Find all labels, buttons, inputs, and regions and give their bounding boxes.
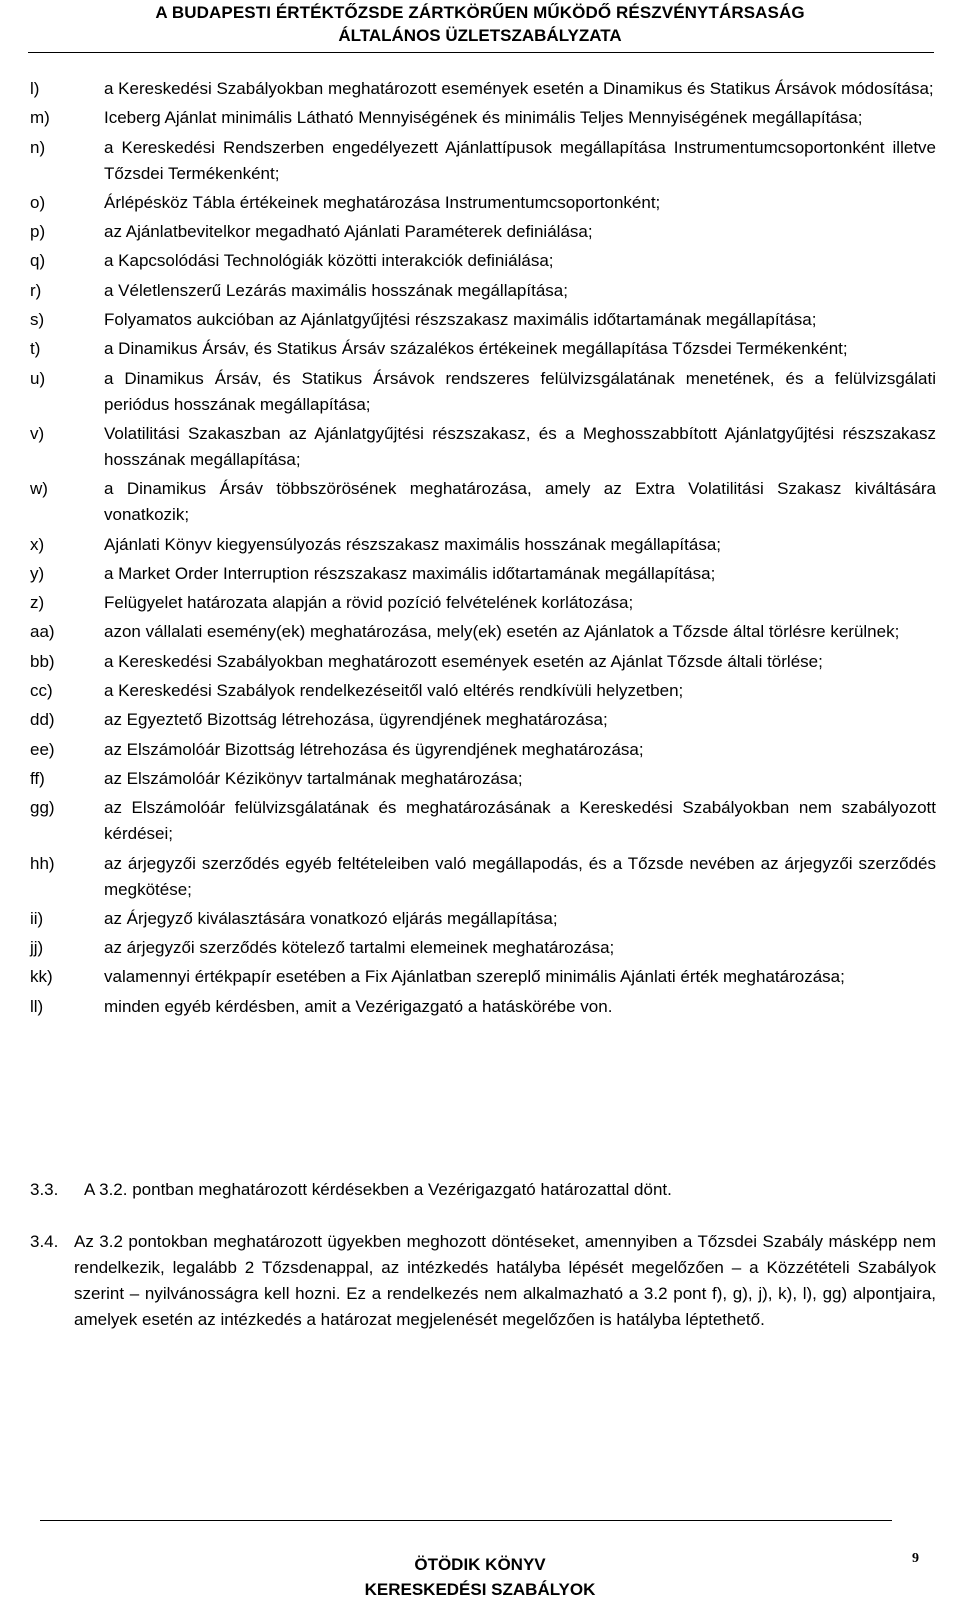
list-item	[30, 219, 936, 245]
list-item	[30, 649, 936, 675]
list-item	[30, 590, 936, 616]
list-item-text: valamennyi értékpapír esetében a Fix Ajánlatban szereplő minimális Ajánlati érték meghatározása;	[104, 967, 845, 987]
list-item-label: v)	[30, 423, 45, 443]
list-item	[30, 994, 936, 1020]
list-item	[30, 307, 936, 333]
list-item	[30, 476, 936, 528]
list-item	[30, 336, 936, 362]
list-item	[30, 76, 936, 102]
list-item	[30, 248, 936, 274]
list-item-label: bb)	[30, 651, 55, 671]
list-item-label: hh)	[30, 853, 55, 873]
list-item-text: minden egyéb kérdésben, amit a Vezérigazgató a hatáskörébe von.	[104, 996, 613, 1016]
list-item-label: t)	[30, 339, 41, 359]
footer-book-title: ÖTÖDIK KÖNYV	[414, 1555, 546, 1574]
list-item-text: Volatilitási Szakaszban az Ajánlatgyűjtési részszakasz, és a Meghosszabbított Ajánlatgyűjtési részszakasz hosszának megállapítása;	[104, 423, 936, 469]
list-item-text: az Egyeztető Bizottság létrehozása, ügyrendjének meghatározása;	[104, 710, 608, 730]
list-item-text: az Árjegyző kiválasztására vonatkozó eljárás megállapítása;	[104, 908, 558, 928]
list-item-text: az Elszámolóár Bizottság létrehozása és ügyrendjének meghatározása;	[104, 739, 644, 759]
footer-section-title: KERESKEDÉSI SZABÁLYOK	[364, 1580, 596, 1599]
list-item-text: a Véletlenszerű Lezárás maximális hosszának megállapítása;	[104, 280, 568, 300]
list-item	[30, 707, 936, 733]
list-item	[30, 190, 936, 216]
list-item	[30, 532, 936, 558]
header-title-line1: A BUDAPESTI ÉRTÉKTŐZSDE ZÁRTKÖRŰEN MŰKÖDŐ RÉSZVÉNYTÁRSASÁG	[155, 3, 805, 22]
list-item-label: cc)	[30, 681, 53, 701]
list-item-label: u)	[30, 368, 46, 388]
list-item-text: az árjegyzői szerződés kötelező tartalmi elemeinek meghatározása;	[104, 938, 615, 958]
list-item-label: ee)	[30, 739, 55, 759]
list-item-text: az Elszámolóár felülvizsgálatának és meghatározásának a Kereskedési Szabályokban nem szabályozott kérdései;	[104, 798, 936, 844]
list-item-label: kk)	[30, 967, 53, 987]
list-item-label: y)	[30, 563, 45, 583]
list-item-text: a Dinamikus Ársáv, és Statikus Ársávok rendszeres felülvizsgálatának menetének, és a felülvizsgálati periódus hosszának megállapítása;	[104, 368, 936, 414]
list-item	[30, 737, 936, 763]
list-item	[30, 795, 936, 847]
list-item	[30, 278, 936, 304]
list-item-text: azon vállalati esemény(ek) meghatározása, mely(ek) esetén az Ajánlatok a Tőzsde által törlésre kerülnek;	[104, 622, 900, 642]
paragraph-3-4	[30, 1229, 936, 1333]
list-item-text: az Ajánlatbevitelkor megadható Ajánlati Paraméterek definiálása;	[104, 222, 593, 242]
list-item-label: jj)	[30, 938, 44, 958]
list-item	[30, 851, 936, 903]
paragraph-number: 3.4.	[30, 1232, 59, 1251]
list-item-text: a Dinamikus Ársáv, és Statikus Ársáv százalékos értékeinek megállapítása Tőzsdei Termékenként;	[104, 339, 848, 359]
list-item	[30, 421, 936, 473]
list-item	[30, 561, 936, 587]
list-item-text: a Kereskedési Rendszerben engedélyezett Ajánlattípusok megállapítása Instrumentumcsoportonként illetve Tőzsdei Termékenként;	[104, 137, 936, 183]
paragraph-text: Az 3.2 pontokban meghatározott ügyekben meghozott döntéseket, amennyiben a Tőzsdei Szabály másképp nem rendelkezik, legalább 2 Tőzsdenappal, az intézkedés hatályba lépését megelőzően – a Közzétételi Szabályok szerint – nyilvánosságra kell hozni. Ez a rendelkezés nem alkalmazható a 3.2 pont f), g), j), k), l), gg) alpontjaira, amelyek esetén az intézkedés a határozat megjelenését megelőzően is hatályba léptethető.	[74, 1232, 936, 1329]
list-item-label: l)	[30, 79, 40, 98]
paragraph-number: 3.3.	[30, 1180, 59, 1199]
list-item	[30, 906, 936, 932]
list-item-text: az árjegyzői szerződés egyéb feltételeiben való megállapodás, és a Tőzsde nevében az árjegyzői szerződés megkötése;	[104, 853, 936, 899]
list-item	[30, 366, 936, 418]
paragraph-text: A 3.2. pontban meghatározott kérdésekben a Vezérigazgató határozattal dönt.	[84, 1180, 672, 1199]
list-item-label: z)	[30, 593, 45, 613]
list-item	[30, 619, 936, 645]
list-item-label: o)	[30, 192, 46, 212]
list-item-label: w)	[30, 479, 48, 499]
list-item	[30, 935, 936, 961]
list-item-label: dd)	[30, 710, 55, 730]
list-item-label: ii)	[30, 908, 44, 928]
list-item-text: Ajánlati Könyv kiegyensúlyozás részszakasz maximális hosszának megállapítása;	[104, 534, 722, 554]
list-item-label: m)	[30, 108, 50, 128]
list-item-label: s)	[30, 310, 45, 330]
provision-list	[30, 76, 936, 1023]
page-number: 9	[912, 1551, 919, 1566]
footer-divider	[40, 1520, 892, 1521]
list-item-label: n)	[30, 137, 46, 157]
list-item-text: a Market Order Interruption részszakasz maximális időtartamának megállapítása;	[104, 563, 716, 583]
header-title-line2: ÁLTALÁNOS ÜZLETSZABÁLYZATA	[338, 26, 622, 45]
list-item-text: Folyamatos aukcióban az Ajánlatgyűjtési részszakasz maximális időtartamának megállapítása;	[104, 310, 817, 330]
list-item	[30, 135, 936, 187]
list-item-label: x)	[30, 534, 45, 554]
list-item	[30, 678, 936, 704]
header-divider	[28, 52, 934, 53]
list-item-text: a Kereskedési Szabályokban meghatározott események esetén az Ajánlat Tőzsde általi törlése;	[104, 651, 823, 671]
list-item-label: ll)	[30, 996, 44, 1016]
list-item-text: Árlépésköz Tábla értékeinek meghatározása Instrumentumcsoportonként;	[104, 192, 661, 212]
list-item-label: q)	[30, 251, 46, 271]
list-item-text: a Kapcsolódási Technológiák közötti interakciók definiálása;	[104, 251, 554, 271]
list-item	[30, 766, 936, 792]
list-item-label: r)	[30, 280, 42, 300]
list-item-label: ff)	[30, 768, 45, 788]
list-item-label: p)	[30, 222, 46, 242]
list-item-text: Felügyelet határozata alapján a rövid pozíció felvételének korlátozása;	[104, 593, 634, 613]
list-item-text: a Dinamikus Ársáv többszörösének meghatározása, amely az Extra Volatilitási Szakasz kiváltására vonatkozik;	[104, 479, 936, 525]
list-item-label: gg)	[30, 798, 55, 818]
list-item-text: a Kereskedési Szabályok rendelkezéseitől való eltérés rendkívüli helyzetben;	[104, 681, 684, 701]
list-item-label: aa)	[30, 622, 55, 642]
list-item	[30, 105, 936, 131]
list-item-text: a Kereskedési Szabályokban meghatározott események esetén a Dinamikus és Statikus Ársávok módosítása;	[104, 79, 934, 98]
list-item	[30, 964, 936, 990]
list-item-text: az Elszámolóár Kézikönyv tartalmának meghatározása;	[104, 768, 523, 788]
paragraph-3-3	[30, 1177, 936, 1203]
list-item-text: Iceberg Ajánlat minimális Látható Mennyiségének és minimális Teljes Mennyiségének megállapítása;	[104, 108, 863, 128]
